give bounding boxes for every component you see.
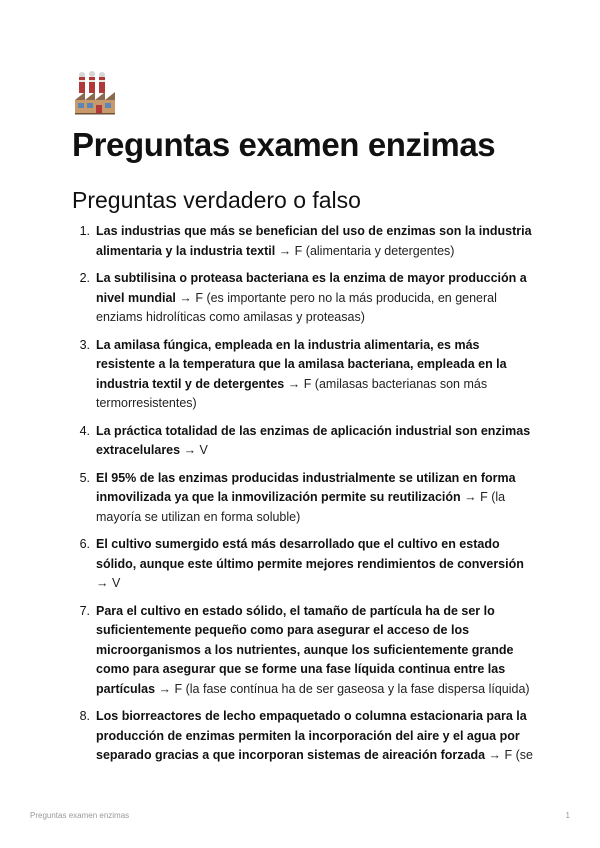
question-number: 8. [79,709,90,723]
list-item [72,222,534,261]
question-number: 2. [79,271,90,285]
question-answer: → F (la mayoría se utilizan en forma soluble) [96,490,506,524]
question-number: 7. [79,603,90,618]
list-item [72,707,534,766]
list-item [72,469,534,528]
page-title: Preguntas examen enzimas [72,126,496,163]
question-text: La práctica totalidad de las enzimas de aplicación industrial son enzimas extracelulares [96,423,531,457]
question-list [72,222,534,774]
question-number: 4. [79,423,90,438]
question-text: Las industrias que más se benefician del uso de enzimas son la industria alimentaria y la industria textil [96,224,532,258]
section-heading: Preguntas verdadero o falso [72,187,361,213]
footer-doc-title: Preguntas examen enzimas [30,811,130,820]
question-number: 6. [79,537,90,551]
list-item [72,422,534,461]
question-text: El 95% de las enzimas producidas industrialmente se utilizan en forma inmovilizada ya que la inmovilización permite su reutilización [96,470,516,504]
list-item [72,269,534,328]
question-answer: → F (es importante pero no la más producida, en general enziams hidrolíticas como amilasas y proteasas) [96,290,497,324]
question-text: Los biorreactores de lecho empaquetado o columna estacionaria para la producción de enzimas permiten la incorporación del aire y el agua por separado gracias a que incorporan sistemas de aireación forzada [96,709,527,762]
footer-page-number: 1 [565,811,570,820]
question-text: La subtilisina o proteasa bacteriana es la enzima de mayor producción a nivel mundial [96,271,527,305]
question-number: 1. [79,224,90,238]
question-answer: → V [96,576,121,590]
question-text: La amilasa fúngica, empleada en la industria alimentaria, es más resistente a la temperatura que la amilasa bacteriana, empleada en la industria textil y de detergentes [96,337,507,391]
question-answer: → F (alimentaria y detergentes) [275,243,455,258]
list-item [72,336,534,414]
factory-icon [72,70,118,116]
question-answer: → F (se [485,748,533,762]
list-item [72,535,534,594]
question-answer: → F (la fase contínua ha de ser gaseosa y la fase dispersa líquida) [155,681,530,696]
list-item [72,602,534,700]
question-text: Para el cultivo en estado sólido, el tamaño de partícula ha de ser lo suficientemente pequeño como para asegurar el acceso de los microorganismos a los nutrientes, aunque los suficientemente grande como para asegurar que se forme una fase líquida continua entre las partículas [96,603,514,696]
question-number: 5. [79,470,90,485]
question-answer: → F (amilasas bacterianas son más termorresistentes) [96,376,488,410]
question-number: 3. [79,337,90,352]
question-text: El cultivo sumergido está más desarrollado que el cultivo en estado sólido, aunque este último permite mejores rendimientos de conversión [96,537,524,571]
question-answer: → V [180,443,208,457]
